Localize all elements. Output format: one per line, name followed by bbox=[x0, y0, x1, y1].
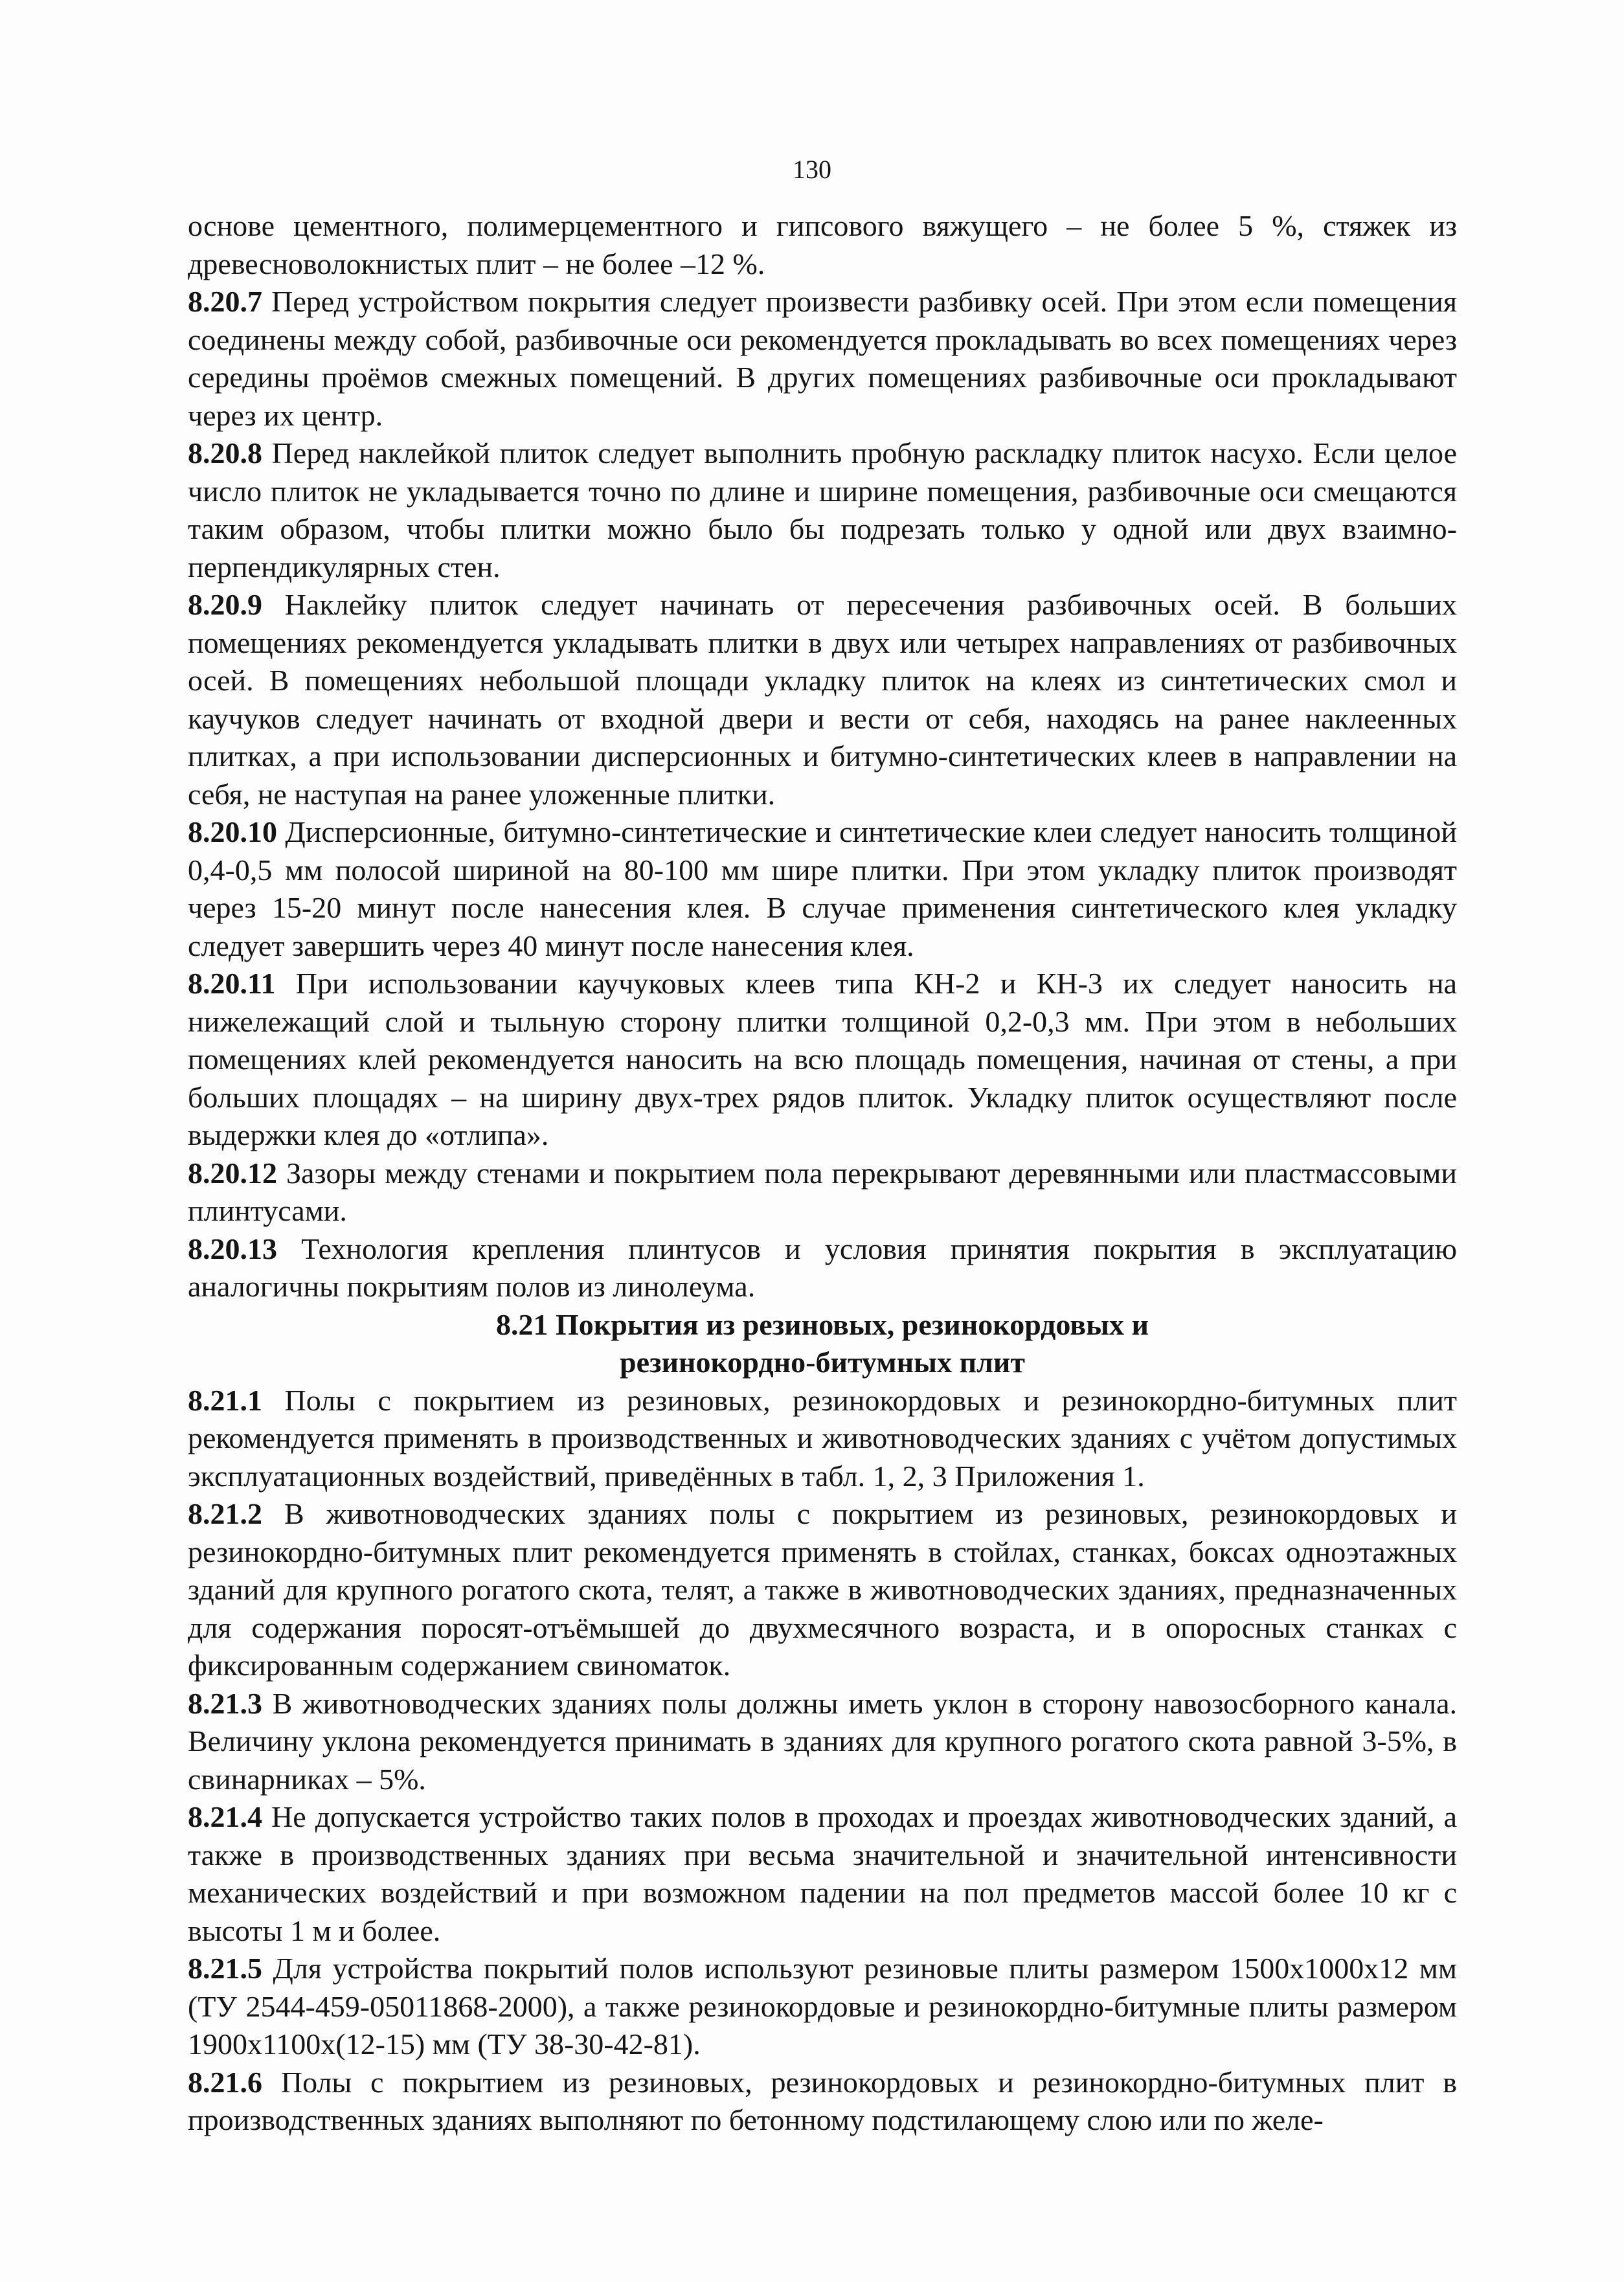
clause-number: 8.21.4 bbox=[188, 1800, 262, 1833]
paragraph bbox=[188, 1155, 1457, 1230]
section-heading bbox=[188, 1306, 1457, 1382]
page-number: 130 bbox=[793, 155, 831, 184]
section-heading-line-1: 8.21 Покрытия из резиновых, резинокордовых и bbox=[495, 1307, 1149, 1341]
clause-number: 8.21.3 bbox=[188, 1686, 262, 1720]
clause-text: Технология крепления плинтусов и условия принятия покрытия в эксплуатацию аналогичны покрытиям полов из линолеума. bbox=[188, 1232, 1457, 1303]
paragraph bbox=[188, 435, 1457, 586]
clause-number: 8.20.12 bbox=[188, 1156, 277, 1190]
clause-number: 8.20.7 bbox=[188, 285, 262, 318]
clause-text: Перед наклейкой плиток следует выполнить пробную раскладку плиток насухо. Если целое число плиток не укладывается точно по длине и ширине помещения, разбивочные оси смещаются таким образом, чтобы плитки можно было бы подрезать только у одной или двух взаимно-перпендикулярных стен. bbox=[188, 436, 1457, 583]
clause-text: основе цементного, полимерцементного и гипсового вяжущего – не более 5 %, стяжек из древесноволокнистых плит – не более –12 %. bbox=[188, 209, 1457, 280]
clause-text: При использовании каучуковых клеев типа КН-2 и КН-3 их следует наносить на нижележащий слой и тыльную сторону плитки толщиной 0,2-0,3 мм. При этом в небольших помещениях клей рекомендуется наносить на всю площадь помещения, начиная от стены, а при больших площадях – на ширину двух-трех рядов плиток. Укладку плиток осуществляют после выдержки клея до «отлипа». bbox=[188, 967, 1457, 1151]
paragraph bbox=[188, 1685, 1457, 1799]
paragraph bbox=[188, 1950, 1457, 2064]
clause-text: Для устройства покрытий полов используют резиновые плиты размером 1500х1000х12 мм (ТУ 2544-459-05011868-2000), а также резинокордовые и резинокордно-битумные плиты размером 1900х1100х(12-15) мм (ТУ 38-30-42-81). bbox=[188, 1952, 1457, 2061]
clause-number: 8.20.13 bbox=[188, 1232, 277, 1265]
paragraph bbox=[188, 1798, 1457, 1950]
paragraph bbox=[188, 207, 1457, 283]
clause-text: В животноводческих зданиях полы с покрытием из резиновых, резинокордовых и резинокордно-битумных плит рекомендуется применять в стойлах, станках, боксах одноэтажных зданий для крупного рогатого скота, телят, а также в животноводческих зданиях, предназначенных для содержания поросят-отъёмышей до двухмесячного возраста, и в опоросных станках с фиксированным содержанием свиноматок. bbox=[188, 1497, 1457, 1682]
clause-number: 8.20.11 bbox=[188, 967, 276, 1000]
clause-text: Перед устройством покрытия следует произвести разбивку осей. При этом если помещения соединены между собой, разбивочные оси рекомендуется прокладывать во всех помещениях через середины проёмов смежных помещений. В других помещениях разбивочные оси прокладывают через их центр. bbox=[188, 285, 1457, 432]
clause-number: 8.21.2 bbox=[188, 1497, 262, 1530]
clause-text: Не допускается устройство таких полов в проходах и проездах животноводческих зданий, а также в производственных зданиях при весьма значительной и значительной интенсивности механических воздействий и при возможном падении на пол предметов массой более 10 кг с высоты 1 м и более. bbox=[188, 1800, 1457, 1947]
clause-text: Дисперсионные, битумно-синтетические и синтетические клеи следует наносить толщиной 0,4-0,5 мм полосой шириной на 80-100 мм шире плитки. При этом укладку плиток производят через 15-20 минут после нанесения клея. В случае применения синтетического клея укладку следует завершить через 40 минут после нанесения клея. bbox=[188, 815, 1457, 962]
clause-number: 8.20.10 bbox=[188, 815, 277, 848]
clause-text: Полы с покрытием из резиновых, резинокордовых и резинокордно-битумных плит рекомендуется применять в производственных и животноводческих зданиях с учётом допустимых эксплуатационных воздействий, приведённых в табл. 1, 2, 3 Приложения 1. bbox=[188, 1383, 1457, 1493]
clause-number: 8.21.1 bbox=[188, 1383, 262, 1417]
clause-text: Наклейку плиток следует начинать от пересечения разбивочных осей. В больших помещениях рекомендуется укладывать плитки в двух или четырех направлениях от разбивочных осей. В помещениях небольшой площади укладку плиток на клеях из синтетических смол и каучуков следует начинать от входной двери и вести от себя, находясь на ранее наклеенных плитках, а при использовании дисперсионных и битумно-синтетических клеев в направлении на себя, не наступая на ранее уложенные плитки. bbox=[188, 588, 1457, 811]
section-8-20-paragraphs bbox=[188, 207, 1457, 1306]
clause-text: Зазоры между стенами и покрытием пола перекрывают деревянными или пластмассовыми плинтусами. bbox=[188, 1156, 1457, 1227]
paragraph bbox=[188, 1230, 1457, 1306]
clause-number: 8.21.6 bbox=[188, 2065, 262, 2099]
clause-number: 8.21.5 bbox=[188, 1952, 262, 1985]
paragraph bbox=[188, 1495, 1457, 1685]
paragraph bbox=[188, 965, 1457, 1155]
clause-number: 8.20.9 bbox=[188, 588, 262, 621]
paragraph bbox=[188, 2064, 1457, 2140]
section-heading-line-2: резинокордно-битумных плит bbox=[619, 1346, 1025, 1379]
paragraph bbox=[188, 586, 1457, 813]
page-body bbox=[188, 207, 1457, 2140]
paragraph bbox=[188, 813, 1457, 965]
clause-number: 8.20.8 bbox=[188, 436, 262, 469]
clause-text: Полы с покрытием из резиновых, резинокордовых и резинокордно-битумных плит в производственных зданиях выполняют по бетонному подстилающему слою или по желе- bbox=[188, 2065, 1457, 2136]
paragraph bbox=[188, 283, 1457, 435]
paragraph bbox=[188, 1382, 1457, 1496]
clause-text: В животноводческих зданиях полы должны иметь уклон в сторону навозосборного канала. Величину уклона рекомендуется принимать в зданиях для крупного рогатого скота равной 3-5%, в свинарниках – 5%. bbox=[188, 1686, 1457, 1796]
section-8-21-paragraphs bbox=[188, 1382, 1457, 2140]
